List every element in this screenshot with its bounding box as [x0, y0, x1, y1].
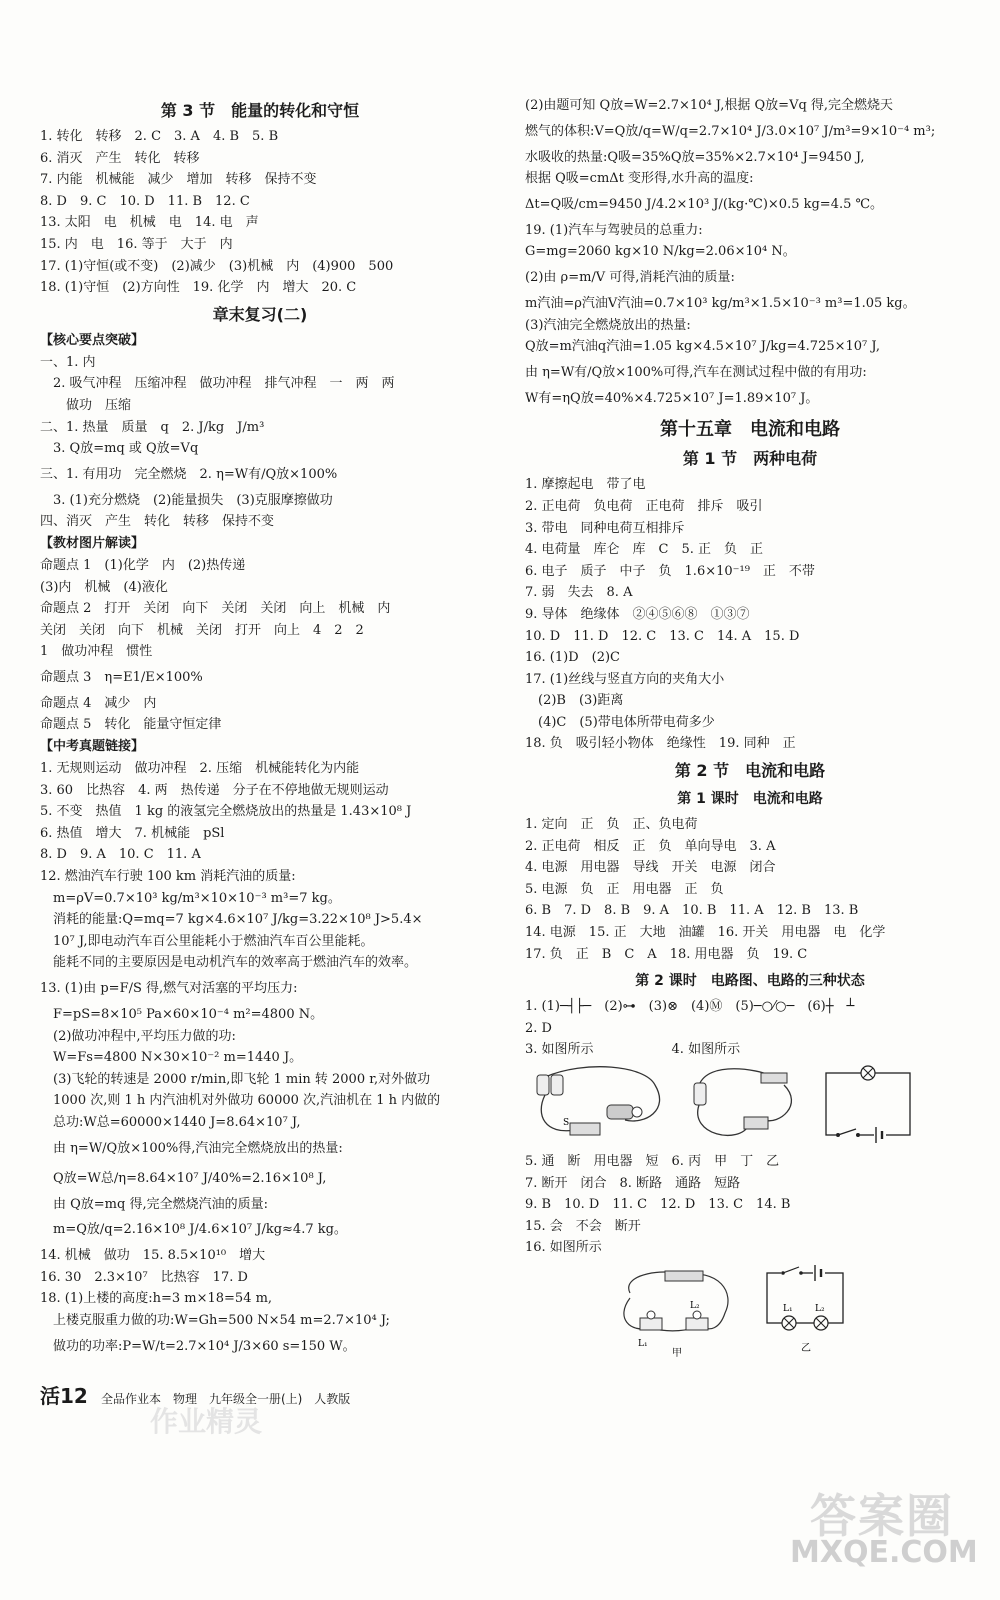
answer-line: 8. D 9. A 10. C 11. A [40, 847, 201, 863]
subheading: 【中考真题链接】 [40, 739, 145, 755]
answer-line: 命题点 4 减少 内 [40, 695, 157, 711]
lesson-2-answers [525, 996, 975, 1358]
section-1-answers [525, 474, 975, 755]
section-2-title: 第 2 节 电流和电路 [674, 761, 826, 781]
answer-line: 2. 吸气冲程 压缩冲程 做功冲程 排气冲程 一 两 两 [40, 376, 395, 392]
answer-line: 由 η=W有/Q放×100%可得,汽车在测试过程中做的有用功: [525, 364, 867, 380]
answer-line: 13. (1)由 p=F/S 得,燃气对活塞的平均压力: [40, 981, 298, 996]
answer-line: 命题点 1 (1)化学 内 (2)热传递 [40, 557, 246, 573]
answer-line: 命题点 2 打开 关闭 向下 关闭 关闭 向上 机械 内 [40, 601, 391, 617]
answer-line: 1 做功冲程 惯性 [40, 644, 153, 660]
answer-line: 总功:W总=60000×1440 J=8.64×10⁷ J, [40, 1114, 301, 1130]
answer-line: 1. 定向 正 负 正、负电荷 [525, 817, 698, 833]
answer-line: 一、1. 内 [40, 354, 96, 370]
answer-line: 13. 太阳 电 机械 电 14. 电 声 [40, 215, 259, 231]
label-s: S [563, 1118, 570, 1128]
answer-line: 命题点 5 转化 能量守恒定律 [40, 717, 222, 733]
subheading: 【核心要点突破】 [40, 332, 145, 348]
answer-line: 上楼克服重力做的功:W=Gh=500 N×54 m=2.7×10⁴ J; [40, 1312, 390, 1328]
answer-line: 17. 负 正 B C A 18. 用电器 负 19. C [525, 946, 808, 962]
answer-line: 2. 正电荷 负电荷 正电荷 排斥 吸引 [525, 498, 763, 514]
circuit-photo-q4 [689, 1065, 804, 1145]
section-1-title: 第 1 节 两种电荷 [682, 449, 818, 469]
answer-line: F=pS=8×10⁵ Pa×60×10⁻⁴ m²=4800 N。 [40, 1007, 324, 1022]
answer-line: 3. 带电 同种电荷互相排斥 [525, 520, 685, 536]
answer-line: W=Fs=4800 N×30×10⁻² m=1440 J。 [40, 1050, 303, 1066]
chapter-title: 第十五章 电流和电路 [660, 419, 840, 441]
label-l1: L₁ [783, 1303, 793, 1314]
answer-line: 由 η=W/Q放×100%得,汽油完全燃烧放出的热量: [40, 1140, 343, 1156]
answer-line: 6. B 7. D 8. B 9. A 10. B 11. A 12. B 13. B [525, 903, 859, 919]
answer-line: (3)飞轮的转速是 2000 r/min,即飞轮 1 min 转 2000 r,对外做功 [40, 1071, 431, 1087]
site-watermark-logo: 答案圈 [810, 1489, 954, 1543]
answer-line: 6. 消灭 产生 转化 转移 [40, 150, 200, 166]
answer-line: 3. 60 比热容 4. 两 热传递 分子在不停地做无规则运动 [40, 782, 389, 798]
answer-line: G=mg=2060 kg×10 N/kg=2.06×10⁴ N。 [525, 244, 796, 260]
answer-line: 能耗不同的主要原因是电动机汽车的效率高于燃油汽车的效率。 [40, 955, 418, 971]
circuit-photo-q3 [525, 1065, 675, 1145]
answer-line: 16. 如图所示 [525, 1240, 602, 1256]
answer-line: Q放=W总/η=8.64×10⁷ J/40%=2.16×10⁸ J, [40, 1170, 327, 1186]
answer-line: 18. (1)守恒 (2)方向性 19. 化学 内 增大 20. C [40, 280, 357, 296]
answer-line: 5. 不变 热值 1 kg 的液氢完全燃烧放出的热量是 1.43×10⁸ J [40, 804, 412, 820]
answer-line: 19. (1)汽车与驾驶员的总重力: [525, 222, 703, 238]
continued-answers [525, 95, 975, 409]
answer-line: 4. 电源 用电器 导线 开关 电源 闭合 [525, 860, 776, 876]
answer-line: m=Q放/q=2.16×10⁸ J/4.6×10⁷ J/kg≈4.7 kg。 [40, 1222, 347, 1238]
site-watermark-url: MXQE.COM [790, 1535, 978, 1570]
answer-line: 18. 负 吸引轻小物体 绝缘性 19. 同种 正 [525, 736, 796, 752]
answer-line: 1. (1)─┤├─ (2)⊶ (3)⊗ (4)Ⓜ (5)─○⁄○─ (6)┼ ┴ [525, 999, 855, 1015]
subheading: 【教材图片解读】 [40, 535, 145, 551]
book-info: 全品作业本 物理 九年级全一册(上) 人教版 [100, 1392, 351, 1406]
answer-line: (3)汽油完全燃烧放出的热量: [525, 317, 691, 333]
answer-line: m=ρV=0.7×10³ kg/m³×10×10⁻³ m³=7 kg。 [40, 890, 341, 906]
answer-line: 1. 摩擦起电 带了电 [525, 477, 646, 493]
answer-line: (2)做功冲程中,平均压力做的功: [40, 1028, 236, 1044]
answer-line: 三、1. 有用功 完全燃烧 2. η=W有/Q放×100% [40, 466, 338, 482]
answer-line: 3. Q放=mq 或 Q放=Vq [40, 441, 199, 457]
answer-line: (2)由 ρ=m/V 可得,消耗汽油的质量: [525, 269, 735, 285]
faint-watermark: 作业精灵 [150, 1405, 263, 1438]
answer-line: 1. 无规则运动 做功冲程 2. 压缩 机械能转化为内能 [40, 761, 360, 777]
section-3-title: 第 3 节 能量的转化和守恒 [160, 101, 360, 120]
answer-line: 6. 热值 增大 7. 机械能 pSl [40, 825, 225, 841]
lesson-2-title: 第 2 课时 电路图、电路的三种状态 [635, 973, 865, 990]
answer-line: 7. 内能 机械能 减少 增加 转移 保持不变 [40, 172, 317, 188]
label-l1: L₁ [638, 1338, 648, 1349]
answer-line: 7. 断开 闭合 8. 断路 通路 短路 [525, 1175, 741, 1191]
review-title: 章末复习(二) [212, 304, 308, 324]
answer-line: 8. D 9. C 10. D 11. B 12. C [40, 193, 250, 209]
circuit-diagram-q16-yi [759, 1263, 854, 1358]
section-3-answers [40, 126, 480, 299]
answer-line: 消耗的能量:Q=mq=7 kg×4.6×10⁷ J/kg=3.22×10⁸ J>5.4× [40, 912, 423, 928]
answer-line: 命题点 3 η=E1/E×100% [40, 669, 203, 685]
answer-line: 9. B 10. D 11. C 12. D 13. C 14. B [525, 1197, 791, 1213]
lesson-1-title: 第 1 课时 电流和电路 [677, 791, 823, 808]
answer-line: 17. (1)守恒(或不变) (2)减少 (3)机械 内 (4)900 500 [40, 258, 394, 274]
answer-line: 14. 电源 15. 正 大地 油罐 16. 开关 用电器 电 化学 [525, 925, 886, 941]
answer-line: 根据 Q吸=cmΔt 变形得,水升高的温度: [525, 171, 754, 187]
answer-line: m汽油=ρ汽油V汽油=0.7×10³ kg/m³×1.5×10⁻³ m³=1.05 kg。 [525, 295, 916, 311]
answer-line: 水吸收的热量:Q吸=35%Q放=35%×2.7×10⁴ J=9450 J, [525, 149, 865, 165]
answer-line: 1. 转化 转移 2. C 3. A 4. B 5. B [40, 129, 279, 144]
answer-line: 3. 如图所示 4. 如图所示 [525, 1042, 741, 1058]
answer-line: 10⁷ J,即电动汽车百公里能耗小于燃油汽车百公里能耗。 [40, 933, 374, 949]
label-l2: L₂ [690, 1300, 700, 1311]
circuit-photo-q16-jia [610, 1263, 745, 1358]
figures-q16 [610, 1263, 975, 1358]
answer-line: 16. (1)D (2)C [525, 650, 621, 666]
answer-line: 15. 内 电 16. 等于 大于 内 [40, 236, 233, 252]
answer-line: 17. (1)丝线与竖直方向的夹角大小 [525, 671, 725, 687]
answer-line: 2. 正电荷 相反 正 负 单向导电 3. A [525, 838, 776, 854]
answer-line: 做功 压缩 [40, 397, 132, 413]
label-jia: 甲 [672, 1347, 682, 1358]
answer-line: 10. D 11. D 12. C 13. C 14. A 15. D [525, 628, 800, 644]
answer-line: W有=ηQ放=40%×4.725×10⁷ J=1.89×10⁷ J。 [525, 390, 819, 406]
circuit-diagram-q4 [818, 1065, 918, 1145]
answer-line: 6. 电子 质子 中子 负 1.6×10⁻¹⁹ 正 不带 [525, 563, 815, 579]
answer-line: 四、消灭 产生 转化 转移 保持不变 [40, 514, 275, 530]
answer-line: (4)C (5)带电体所带电荷多少 [525, 714, 715, 730]
lesson-1-answers [525, 814, 975, 965]
answer-line: 7. 弱 失去 8. A [525, 585, 633, 601]
answer-line: 15. 会 不会 断开 [525, 1218, 641, 1234]
answer-line: 二、1. 热量 质量 q 2. J/kg J/m³ [40, 419, 265, 435]
right-column [525, 95, 975, 1364]
left-column [40, 95, 480, 1362]
answer-line: Q放=m汽油q汽油=1.05 kg×4.5×10⁷ J/kg=4.725×10⁷ J, [525, 339, 880, 355]
answer-line: 2. D [525, 1020, 552, 1036]
answer-line: 燃气的体积:V=Q放/q=W/q=2.7×10⁴ J/3.0×10⁷ J/m³=9×10⁻⁴ m³; [525, 123, 936, 139]
answer-line: 18. (1)上楼的高度:h=3 m×18=54 m, [40, 1291, 273, 1307]
answer-line: 3. (1)充分燃烧 (2)能量损失 (3)克服摩擦做功 [40, 492, 333, 508]
answer-line: Δt=Q吸/cm=9450 J/4.2×10³ J/(kg·℃)×0.5 kg=4.5 ℃。 [525, 196, 884, 212]
answer-line: 12. 燃油汽车行驶 100 km 消耗汽油的质量: [40, 869, 296, 885]
answer-line: 14. 机械 做功 15. 8.5×10¹⁰ 增大 [40, 1248, 266, 1264]
answer-line: 1000 次,则 1 h 内汽油机对外做功 60000 次,汽油机在 1 h 内做的 [40, 1093, 441, 1109]
answer-line: (3)内 机械 (4)液化 [40, 579, 168, 595]
review-answers [40, 330, 480, 1362]
label-yi: 乙 [801, 1342, 811, 1354]
label-l2: L₂ [815, 1303, 825, 1314]
answer-line: (2)由题可知 Q放=W=2.7×10⁴ J,根据 Q放=Vq 得,完全燃烧天 [525, 98, 894, 113]
answer-line: 4. 电荷量 库仑 库 C 5. 正 负 正 [525, 542, 764, 558]
answer-line: 5. 通 断 用电器 短 6. 丙 甲 丁 乙 [525, 1154, 780, 1169]
answer-line: 关闭 关闭 向下 机械 关闭 打开 向上 4 2 2 [40, 622, 364, 638]
answer-line: 5. 电源 负 正 用电器 正 负 [525, 881, 724, 897]
answer-line: 做功的功率:P=W/t=2.7×10⁴ J/3×60 s=150 W。 [40, 1338, 356, 1354]
page-number: 活12 [40, 1384, 88, 1408]
answer-line: (2)B (3)距离 [525, 693, 624, 709]
answer-line: 16. 30 2.3×10⁷ 比热容 17. D [40, 1269, 248, 1285]
answer-line: 9. 导体 绝缘体 ②④⑤⑥⑧ ①③⑦ [525, 606, 750, 622]
figures-q3-q4 [525, 1065, 975, 1145]
answer-line: 由 Q放=mq 得,完全燃烧汽油的质量: [40, 1196, 268, 1212]
